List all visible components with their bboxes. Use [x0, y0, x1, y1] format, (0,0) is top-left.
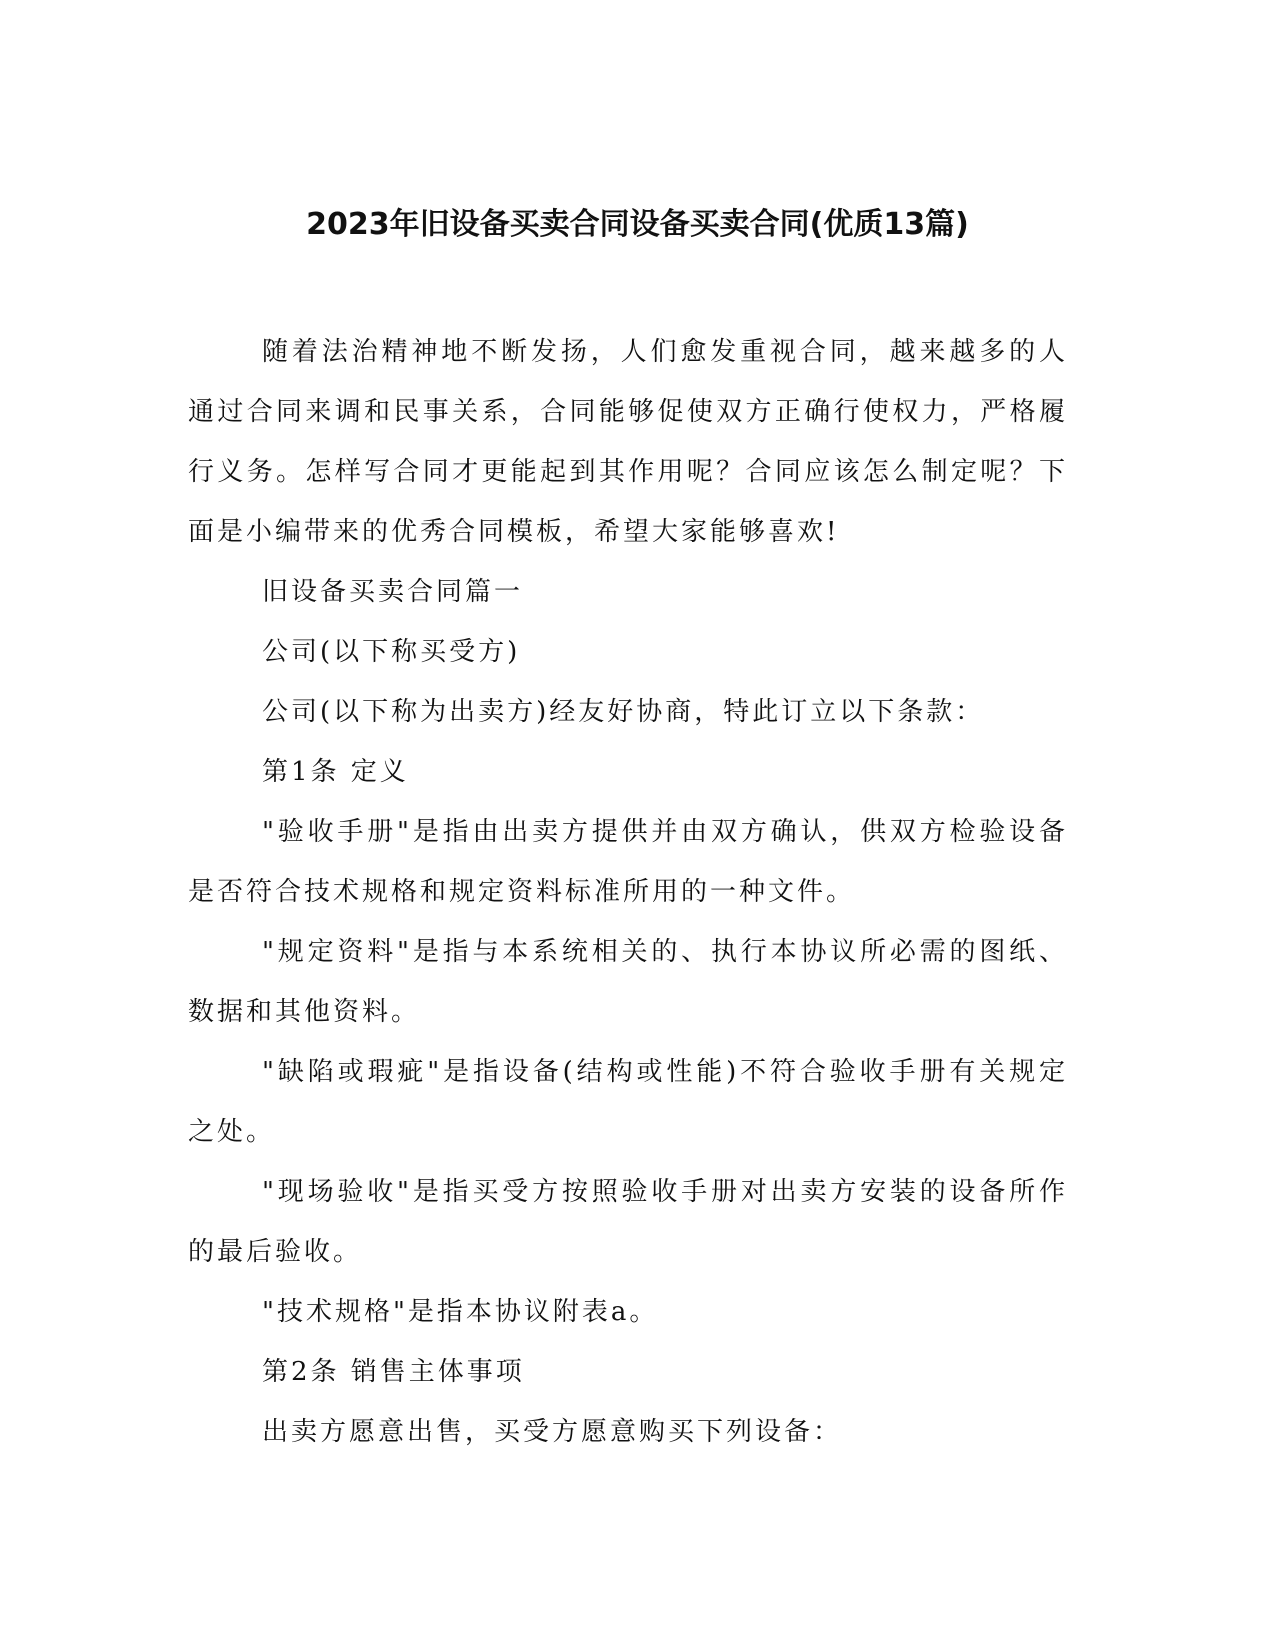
paragraph-definition-manual: "验收手册"是指由出卖方提供并由双方确认，供双方检验设备是否符合技术规格和规定资料标准所用的一种文件。	[188, 817, 1068, 907]
paragraph-article-1: 第1条 定义	[262, 757, 409, 787]
paragraph-section-heading: 旧设备买卖合同篇一	[262, 577, 524, 607]
paragraph-intro: 随着法治精神地不断发扬，人们愈发重视合同，越来越多的人通过合同来调和民事关系，合同能够促使双方正确行使权力，严格履行义务。怎样写合同才更能起到其作用呢？合同应该怎么制定呢？下面是小编带来的优秀合同模板，希望大家能够喜欢!	[188, 337, 1068, 547]
paragraph-sale-items: 出卖方愿意出售，买受方愿意购买下列设备：	[262, 1417, 843, 1447]
paragraph-definition-spec: "技术规格"是指本协议附表a。	[262, 1297, 659, 1327]
paragraph-article-2: 第2条 销售主体事项	[262, 1357, 525, 1387]
paragraph-definition-defect: "缺陷或瑕疵"是指设备(结构或性能)不符合验收手册有关规定之处。	[188, 1057, 1068, 1147]
paragraph-definition-acceptance: "现场验收"是指买受方按照验收手册对出卖方安装的设备所作的最后验收。	[188, 1177, 1068, 1267]
paragraph-seller: 公司(以下称为出卖方)经友好协商，特此订立以下条款：	[262, 697, 985, 727]
page-title: 2023年旧设备买卖合同设备买卖合同(优质13篇)	[306, 207, 969, 243]
paragraph-buyer: 公司(以下称买受方)	[262, 637, 521, 667]
document-body	[188, 322, 1068, 1462]
paragraph-definition-materials: "规定资料"是指与本系统相关的、执行本协议所必需的图纸、数据和其他资料。	[188, 937, 1068, 1027]
